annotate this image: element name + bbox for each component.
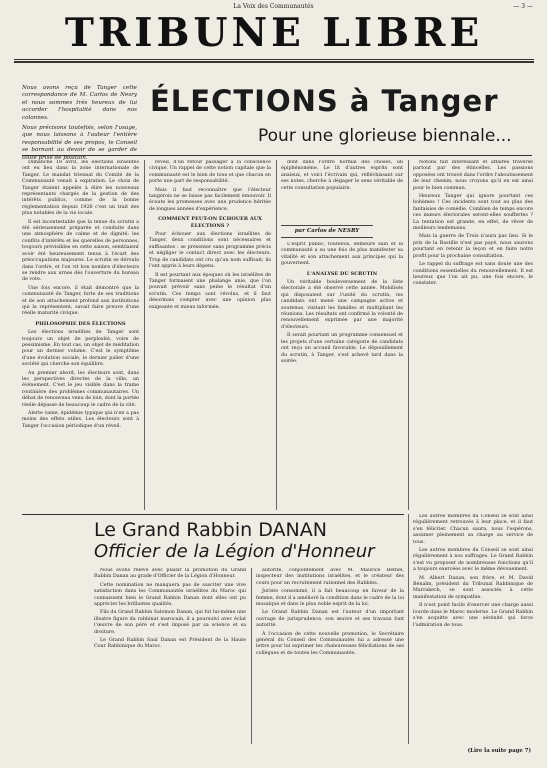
column-heading: PHILOSOPHIE DES ÉLECTIONS <box>35 320 126 327</box>
column-divider <box>276 160 277 510</box>
section-subtitle: Officier de la Légion d'Honneur <box>94 541 375 562</box>
column-divider <box>144 160 145 510</box>
paragraph: Il n'est point facile d'exercer une charge aussi lourde dans le Maroc moderne. Le Grand Rabbin s'en acquitte avec une sérénité qui force l'admiration de tous. <box>413 603 533 628</box>
paragraph: Fils du Grand Rabbin Salomon Danan, qui fut lui-même une illustre figure du rabbinat marocain, il a poursuivi avec éclat l'œuvre de son père et s'est imposé par sa science et sa droiture. <box>94 610 246 635</box>
paragraph: Le rappel du suffrage est sans doute une des conditions essentielles du renouvellement. Il est heureux que l'on ait pu, une fois encore, le constater. <box>413 262 533 287</box>
masthead: TRIBUNE LIBRE <box>64 10 484 56</box>
column-divider <box>251 568 252 744</box>
article-column-1 <box>22 160 139 510</box>
paragraph: Pour échouer aux élections israélites de Tanger, deux conditions sont nécessaires et suffisantes : se présenter sans programme précis et négliger le contact direct avec les électeurs. Trop de candidats ont cru qu'un nom suffisait; ils l'ont appris à leurs dépens. <box>149 232 271 270</box>
paragraph: Alerte vaine, épidémie typique qui n'en a pas moins des effets utiles. Les électeurs sont à Tanger l'occasion périodique d'un réveil. <box>22 411 139 429</box>
page-number: — 3 — <box>513 3 533 10</box>
paragraph: Au premier abord, les électeurs sont, dans les perspectives directes de la ville, un événement. C'est le jeu visible dans la trame routinière des problèmes communautaires. Un débat de renouveau venu de loin, dont la portée réelle dépasse de beaucoup le cadre de la cité. <box>22 370 139 408</box>
paragraph: Il serait pourtant un programme consensuel et les projets d'une certaine catégorie de candidats ont reçu un accueil favorable. Le dépouillement du scrutin, à Tanger, s'est achevé tard dans la soirée. <box>281 333 403 364</box>
paragraph: À l'occasion de cette nouvelle promotion, le Secrétaire général du Conseil des Communautés lui a adressé une lettre pour lui exprimer les chaleureuses félicitations de ses collègues et de toutes les Communautés. <box>256 631 404 656</box>
article-column-3 <box>281 242 403 510</box>
column-divider <box>408 160 409 510</box>
paragraph: Les autres membres du Conseil se sont ainsi régulièrement à nos suffrages. Le Grand Rabbin s'est vu proposer de nombreuses fonctions qu'il a toujours exercées avec le même dévouement. <box>413 548 533 573</box>
paragraph: réveil, d'un retour passager à la conscience civique. Un rappel de cette notion capitale que la communauté est le bien de tous et que chacun en porte une part de responsabilité. <box>149 160 271 185</box>
masthead-rule-thick <box>14 61 534 63</box>
paragraph: dont dans l'ordre normal des choses, un épiphénomène. Le lit d'autres esprits sont anxieux, et voici l'écrivain qui, réfléchissant sur ses notes, cherche à dégager le sens véritable de cette consultation populaire. <box>281 160 403 191</box>
byline-rule <box>281 237 373 238</box>
byline-rule <box>281 225 373 226</box>
section-title: Le Grand Rabbin DANAN <box>94 519 327 541</box>
paragraph: Les autres membres du Conseil se sont ainsi régulièrement retrouvés à leur place, et il faut s'en féliciter. Chacun saura, nous l'espérons, assumer pleinement sa charge au service de tous. <box>413 514 533 545</box>
paragraph: Notons fait intéressant et affaires traversé partout par des étincelles. Les passions opposées ont trouvé dans l'ordre l'aboutissement de leur chemin; nous croyons qu'il en est ainsi pour le bien commun. <box>413 160 533 191</box>
paragraph: Mais la guerre de Trois n'aura pas lieu. Si le prix de la Bastille n'est pas payé, nous saurons pourtant en retenir la leçon et en faire notre profit pour la prochaine consultation. <box>413 234 533 259</box>
section-rule <box>22 514 404 515</box>
paragraph: Les élections israélites de Tanger sont toujours un objet de perplexité, voire de pessimisme. En tout cas, un objet de méditation pour un dernier volume. C'est le symptôme d'une évolution sociale, le dernier palier d'une société qui cherche son équilibre. <box>22 330 139 368</box>
article-column-4 <box>413 160 533 510</box>
running-head-title: La Voix des Communautés <box>233 3 314 10</box>
column-divider <box>408 514 409 744</box>
paragraph: Il est pourtant aux époques où les israélites de Tanger formaient une phalange unie, que l'on pouvait prévoir sans peine le résultat d'un scrutin. Ces temps sont révolus, et il faut désormais compter avec une opinion plus exigeante et mieux informée. <box>149 272 271 310</box>
section2-column-1 <box>94 568 246 744</box>
column-heading: COMMENT PEUT-ON ÉCHOUER AUX ÉLECTIONS ? <box>158 216 262 229</box>
intro-paragraph: Nous précisons toutefois, selon l'usage, que nous laissons à l'auteur l'entière responsabilité de ses propos, le Conseil se bornant au devoir de se garder de toute prise de position. <box>22 125 137 161</box>
section-rule <box>22 155 532 156</box>
paragraph: Il est incontestable que la tenue du scrutin a été sérieusement préparée et conduite dans une atmosphère de calme et de dignité; les conflits d'intérêts et les querelles de personnes, toujours prévisibles en cette saison, semblaient avoir été heureusement tenus à l'écart des préoccupations majeures. Le scrutin se déroula dans l'ordre, et l'on vit bon nombre d'électeurs se rendre aux urnes dès l'ouverture du bureau de vote. <box>22 219 139 283</box>
paragraph: autorité, conjointement avec M. Maurice Bethel, inspecteur des institutions israélites, et le créateur des cours pour un recrutement rationnel des Rabbins. <box>256 568 404 586</box>
section2-column-2 <box>256 568 404 744</box>
paragraph: Une fois encore, il était démontré que la communauté de Tanger, forte de ses traditions et de son attachement profond aux institutions qui la représentent, savait faire preuve d'une réelle maturité civique. <box>22 285 139 317</box>
paragraph: Un véritable bouleversement de la liste électorale a été observé cette année. Mobilisés qui disposaient sur l'unité du scrutin, les candidats ont mené une campagne active et soutenue, visitant les familles et multipliant les réunions. Les résultats ont confirmé la volonté de renouvellement exprimée par une majorité d'électeurs. <box>281 280 403 330</box>
masthead-rule <box>14 59 534 60</box>
paragraph: Nous avons relevé avec plaisir la promotion du Grand Rabbin Danan au grade d'Officier de la Légion d'Honneur. <box>94 568 246 580</box>
paragraph: L'esprit public, toutefois, demeure sain et la communauté a su une fois de plus manifester sa vitalité et son attachement aux principes qui la gouvernent. <box>281 242 403 267</box>
intro-note <box>22 85 137 165</box>
paragraph: Cette nomination ne manquera pas de susciter une vive satisfaction dans les Communautés israélites du Maroc qui connaissent bien le Grand Rabbin Danan dont elles ont pu apprécier les brillantes qualités. <box>94 582 246 608</box>
intro-paragraph: Nous avons reçu de Tanger cette correspondance de M. Carlos de Nesry et nous sommes très heureux de lui accorder l'hospitalité dans nos colonnes. <box>22 85 137 121</box>
paragraph: Dimanche 18 avril, les élections israélites ont eu lieu dans la zone internationale de Tanger. Le mandat triennal du Comité de la Communauté venait à expiration. Le choix de Tanger étaient appelés à élire les nouveaux représentants chargés de la gestion de des intérêts publics, comme de la bonne réglementation depuis 1926 c'est un trait des plus notables de la vie locale. <box>22 160 139 217</box>
column-heading: L'ANALYSE DU SCRUTIN <box>306 270 378 277</box>
paragraph: Mais il faut reconnaître que l'électeur tangérois ne se laisse pas facilement émouvoir. Il écoute les promesses avec une prudence héritée de longues années d'expérience. <box>149 187 271 212</box>
paragraph: Le Grand Rabbin Danan est l'auteur d'un important ouvrage de jurisprudence, son œuvre et ses travaux font autorité. <box>256 610 404 629</box>
paragraph: Le Grand Rabbin Saul Danan est Président de la Haute Cour Rabbinique du Maroc. <box>94 638 246 650</box>
paragraph: Juriste consommé, il a fait beaucoup en faveur de la femme, dont il a amélioré la condition dans le cadre de la loi mosaïque et dans le plus noble esprit de la loi. <box>256 589 404 608</box>
paragraph: Heureux Tanger qui ignore pourtant ces bohèmes ! Ces incidents sont tout au plus des fantaisies de comédie. Combien de temps encore ces mœurs électorales seront-elles souffertes ? La tentation est grande, en effet, de rêver de meilleurs lendemains. <box>413 194 533 232</box>
article-column-3-top <box>281 160 403 224</box>
article-headline: ÉLECTIONS à Tanger <box>150 84 499 118</box>
paragraph: M. Albert Danan, son frère, et M. David Bénaïm, président du Tribunal Rabbinique de Marrakech, se sont associés à cette manifestation de sympathie. <box>413 575 533 600</box>
article-subhead: Pour une glorieuse biennale... <box>258 126 512 146</box>
continued-note: (Lire la suite page 7) <box>467 748 531 754</box>
section2-column-3 <box>413 514 533 746</box>
byline: par Carlos de NESRY <box>294 228 360 234</box>
article-column-2 <box>149 160 271 510</box>
